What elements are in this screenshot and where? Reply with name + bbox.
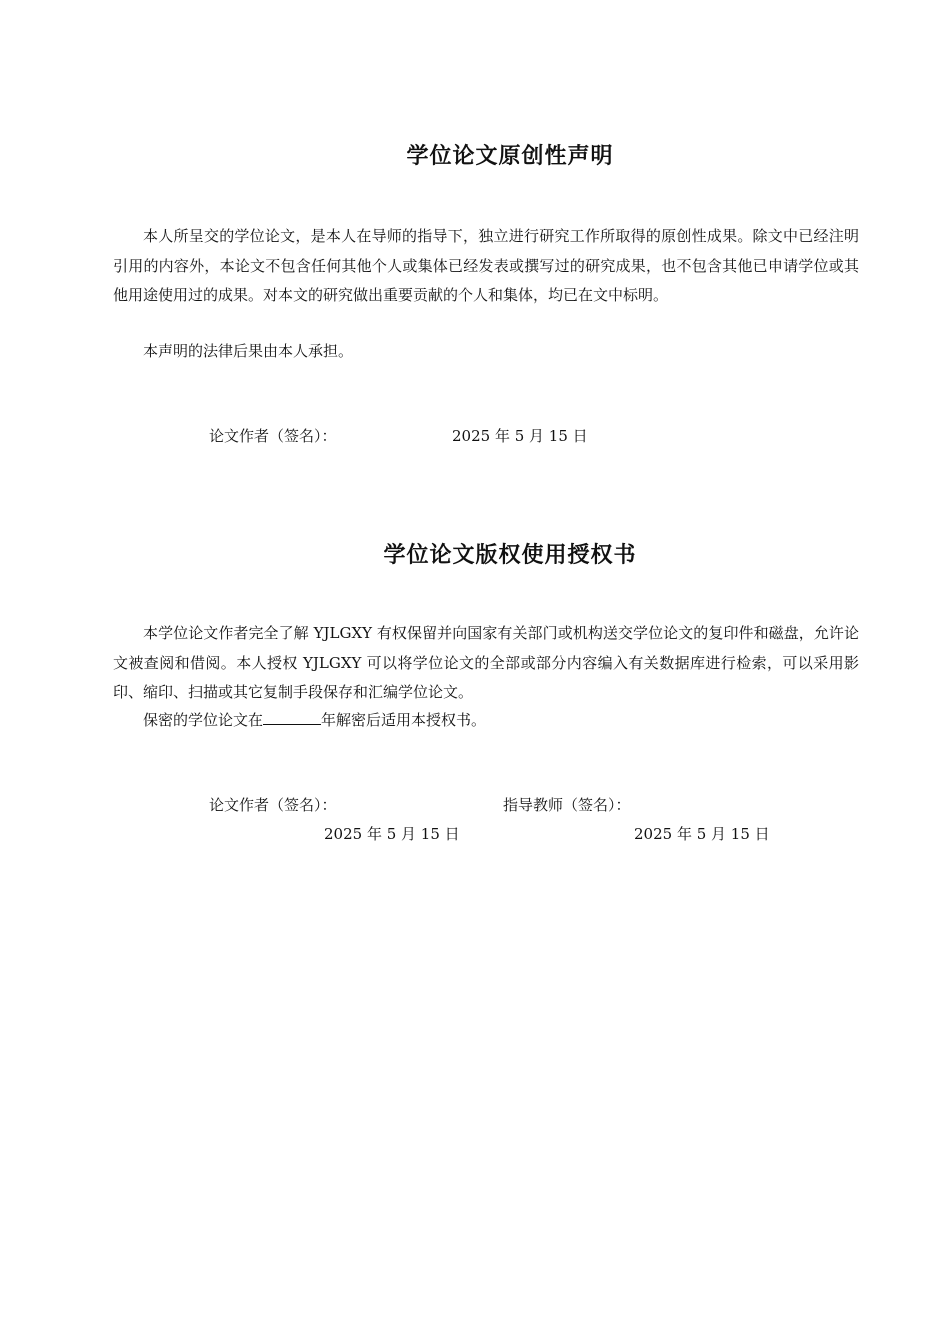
declaration-paragraph-2: 本声明的法律后果由本人承担。 [143, 342, 354, 360]
declaration-paragraph-1: 本人所呈交的学位论文，是本人在导师的指导下，独立进行研究工作所取得的原创性成果。除文中已经注明引用的内容外，本论文不包含任何其他个人或集体已经发表或撰写过的研究成果，也不包含其他已申请学位或其他用途使用过的成果。对本文的研究做出重要贡献的个人和集体，均已在文中标明。 [113, 227, 859, 304]
confidential-suffix: 年解密后适用本授权书。 [321, 711, 487, 729]
confidential-year-blank[interactable] [263, 709, 321, 725]
authorization-advisor-date: 2025 年 5 月 15 日 [634, 825, 770, 843]
authorization-paragraph-1: 本学位论文作者完全了解 YJLGXY 有权保留并向国家有关部门或机构送交学位论文的复印件和磁盘，允许论文被查阅和借阅。本人授权 YJLGXY 可以将学位论文的全部或部分内容编入有关数据库进行检索，可以采用影印、缩印、扫描或其它复制手段保存和汇编学位论文。 [113, 624, 859, 701]
authorization-author-date: 2025 年 5 月 15 日 [324, 825, 460, 843]
declaration-title: 学位论文原创性声明 [406, 144, 614, 169]
authorization-title: 学位论文版权使用授权书 [383, 543, 637, 568]
authorization-paragraph-2 [113, 706, 859, 736]
authorization-advisor-signature-label: 指导教师（签名）： [503, 796, 631, 814]
confidential-prefix: 保密的学位论文在 [143, 711, 264, 729]
declaration-author-signature-label: 论文作者（签名）： [209, 427, 337, 445]
authorization-author-signature-label: 论文作者（签名）： [209, 796, 337, 814]
declaration-date: 2025 年 5 月 15 日 [452, 427, 588, 445]
